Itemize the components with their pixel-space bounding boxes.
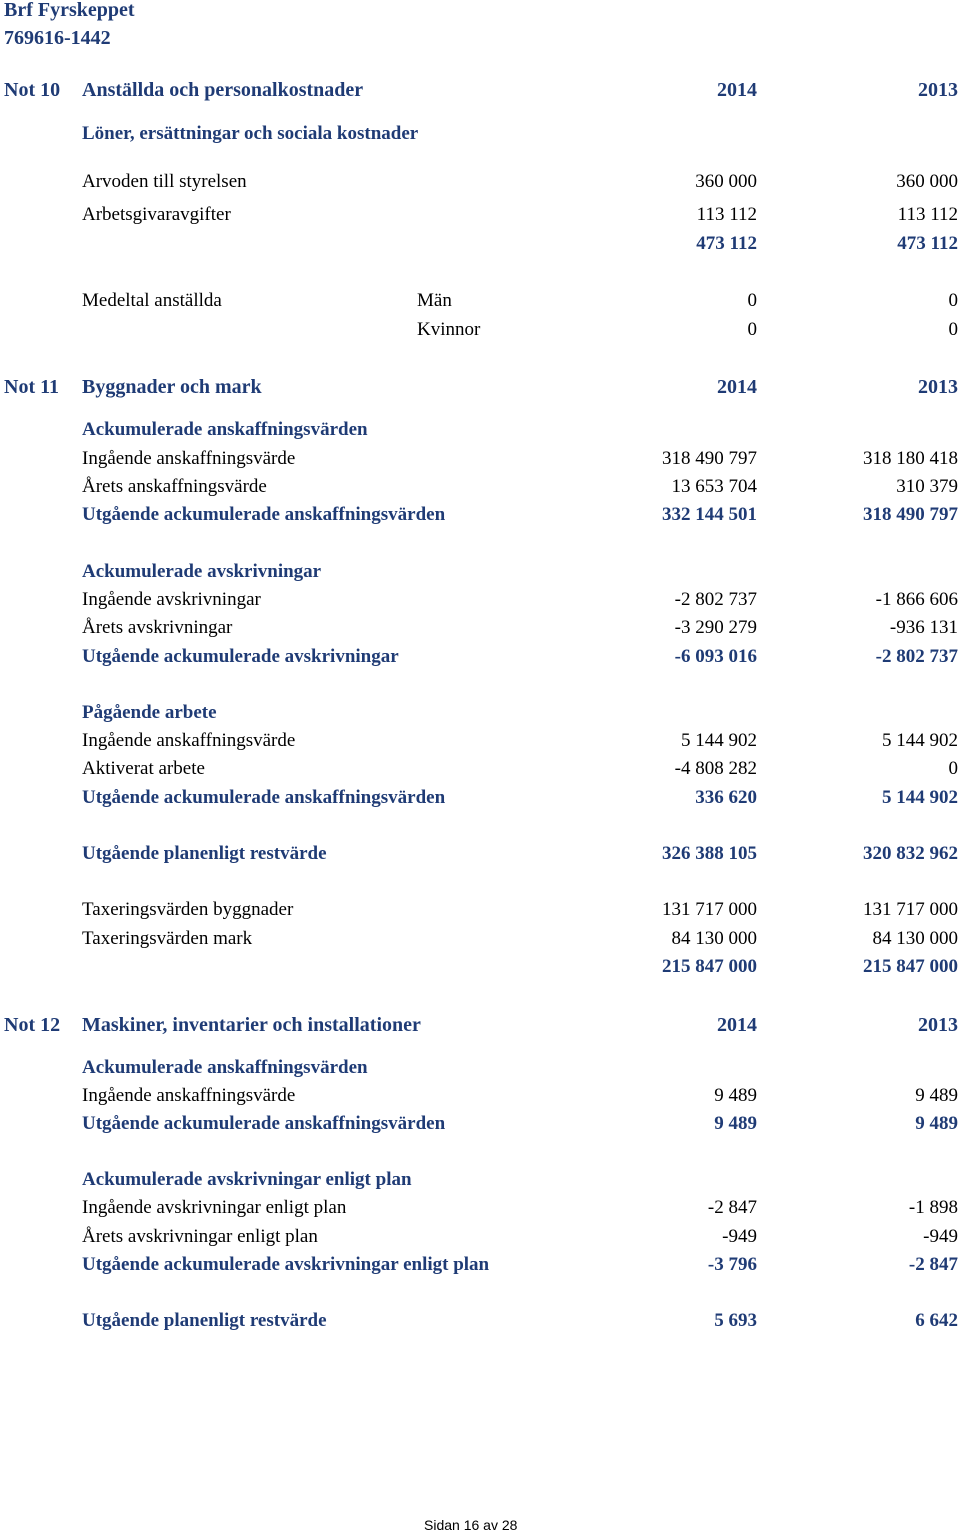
row-label: Årets avskrivningar enligt plan xyxy=(82,1226,318,1247)
row-label: Ingående anskaffningsvärde xyxy=(82,448,296,469)
total-2013: 9 489 xyxy=(915,1113,958,1134)
total-2013: 473 112 xyxy=(897,233,958,254)
row-value-2013: 113 112 xyxy=(897,204,958,225)
year-2014: 2014 xyxy=(717,1014,757,1036)
residual-label: Utgående planenligt restvärde xyxy=(82,1310,327,1331)
row-value-2013: 9 489 xyxy=(915,1085,958,1106)
row-label: Ingående avskrivningar xyxy=(82,589,261,610)
row-label: Arvoden till styrelsen xyxy=(82,171,247,192)
total-label: Utgående ackumulerade avskrivningar xyxy=(82,646,399,667)
row-value-2014: 113 112 xyxy=(696,204,757,225)
row-value-2014: 84 130 000 xyxy=(671,928,757,949)
section-heading: Ackumulerade avskrivningar xyxy=(82,561,322,582)
note-title: Byggnader och mark xyxy=(82,376,262,398)
row-label: Ingående avskrivningar enligt plan xyxy=(82,1197,347,1218)
note-title: Anställda och personalkostnader xyxy=(82,79,364,101)
men-2014: 0 xyxy=(747,290,757,311)
note-number: Not 10 xyxy=(4,79,61,101)
section-heading: Ackumulerade anskaffningsvärden xyxy=(82,419,368,440)
row-value-2013: 84 130 000 xyxy=(872,928,958,949)
row-value-2014: 9 489 xyxy=(714,1085,757,1106)
section-heading: Ackumulerade avskrivningar enligt plan xyxy=(82,1169,412,1190)
row-label: Årets anskaffningsvärde xyxy=(82,476,267,497)
row-value-2014: 131 717 000 xyxy=(662,899,757,920)
total-label: Utgående ackumulerade avskrivningar enligt plan xyxy=(82,1254,490,1275)
row-value-2013: -949 xyxy=(923,1226,958,1247)
note-number: Not 11 xyxy=(4,376,59,398)
row-value-2013: -1 866 606 xyxy=(875,589,958,610)
note-subtitle: Löner, ersättningar och sociala kostnader xyxy=(82,123,419,144)
men-label: Män xyxy=(417,290,452,311)
row-value-2014: -2 847 xyxy=(707,1197,757,1218)
row-value-2013: 0 xyxy=(948,758,958,779)
women-2014: 0 xyxy=(747,319,757,340)
row-value-2013: 131 717 000 xyxy=(863,899,958,920)
row-value-2013: 310 379 xyxy=(896,476,958,497)
section-heading: Pågående arbete xyxy=(82,702,217,723)
total-2014: 473 112 xyxy=(696,233,757,254)
row-value-2014: -3 290 279 xyxy=(674,617,757,638)
year-2013: 2013 xyxy=(918,376,958,398)
row-value-2014: 318 490 797 xyxy=(662,448,757,469)
total-2013: 215 847 000 xyxy=(863,956,958,977)
total-2014: 332 144 501 xyxy=(662,504,757,525)
total-label: Utgående ackumulerade anskaffningsvärden xyxy=(82,787,446,808)
row-value-2013: 5 144 902 xyxy=(882,730,958,751)
org-number: 769616-1442 xyxy=(4,27,111,49)
row-label: Taxeringsvärden mark xyxy=(82,928,253,949)
total-2013: -2 847 xyxy=(908,1254,958,1275)
women-2013: 0 xyxy=(948,319,958,340)
men-2013: 0 xyxy=(948,290,958,311)
row-label: Ingående anskaffningsvärde xyxy=(82,730,296,751)
total-2014: -6 093 016 xyxy=(674,646,757,667)
total-2014: -3 796 xyxy=(707,1254,757,1275)
year-2013: 2013 xyxy=(918,79,958,101)
row-value-2013: -936 131 xyxy=(889,617,958,638)
row-value-2014: -949 xyxy=(722,1226,757,1247)
note-number: Not 12 xyxy=(4,1014,61,1036)
row-value-2014: 360 000 xyxy=(695,171,757,192)
row-value-2014: -4 808 282 xyxy=(674,758,757,779)
residual-2014: 326 388 105 xyxy=(662,843,757,864)
row-label: Arbetsgivaravgifter xyxy=(82,204,231,225)
year-2014: 2014 xyxy=(717,376,757,398)
row-value-2014: 13 653 704 xyxy=(671,476,757,497)
residual-2013: 6 642 xyxy=(915,1310,958,1331)
note-title: Maskiner, inventarier och installationer xyxy=(82,1014,421,1036)
total-label: Utgående ackumulerade anskaffningsvärden xyxy=(82,1113,446,1134)
total-2013: 5 144 902 xyxy=(882,787,958,808)
residual-label: Utgående planenligt restvärde xyxy=(82,843,327,864)
row-label: Ingående anskaffningsvärde xyxy=(82,1085,296,1106)
total-2013: -2 802 737 xyxy=(875,646,958,667)
residual-2014: 5 693 xyxy=(714,1310,757,1331)
row-value-2013: 360 000 xyxy=(896,171,958,192)
total-2013: 318 490 797 xyxy=(863,504,958,525)
total-2014: 336 620 xyxy=(695,787,757,808)
year-2013: 2013 xyxy=(918,1014,958,1036)
page-number: Sidan 16 av 28 xyxy=(424,1517,518,1533)
year-2014: 2014 xyxy=(717,79,757,101)
total-2014: 215 847 000 xyxy=(662,956,757,977)
row-label: Aktiverat arbete xyxy=(82,758,205,779)
row-value-2014: 5 144 902 xyxy=(681,730,757,751)
total-2014: 9 489 xyxy=(714,1113,757,1134)
row-value-2013: 318 180 418 xyxy=(863,448,958,469)
section-heading: Ackumulerade anskaffningsvärden xyxy=(82,1057,368,1078)
row-value-2014: -2 802 737 xyxy=(674,589,757,610)
residual-2013: 320 832 962 xyxy=(863,843,958,864)
row-value-2013: -1 898 xyxy=(908,1197,958,1218)
employees-label: Medeltal anställda xyxy=(82,290,222,311)
row-label: Årets avskrivningar xyxy=(82,617,233,638)
row-label: Taxeringsvärden byggnader xyxy=(82,899,294,920)
company-name: Brf Fyrskeppet xyxy=(4,0,135,21)
women-label: Kvinnor xyxy=(417,319,481,340)
total-label: Utgående ackumulerade anskaffningsvärden xyxy=(82,504,446,525)
